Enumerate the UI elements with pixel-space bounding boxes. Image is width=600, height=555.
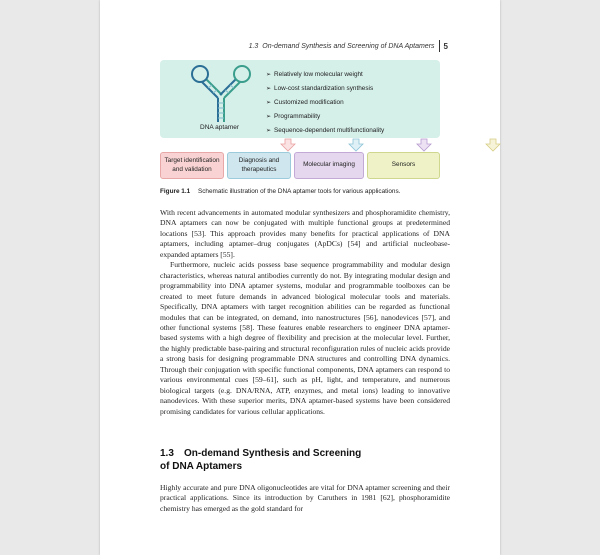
section-heading bbox=[160, 448, 450, 473]
section-body-text bbox=[160, 483, 450, 514]
down-arrow-icon bbox=[417, 139, 431, 151]
application-sensors: Sensors bbox=[367, 152, 440, 179]
paragraph: Highly accurate and pure DNA oligonucleotides are vital for DNA aptamer screening and their practical applications. Since its introduction by Caruthers in 1981 [62], phosphoramidite chemistry has emerged as the gold standard for bbox=[160, 483, 450, 513]
feature-item: ➢ Sequence-dependent multifunctionality bbox=[266, 124, 384, 138]
application-target-identification: Target identification and validation bbox=[160, 152, 224, 179]
running-head-section: 1.3 bbox=[248, 42, 259, 50]
section-title-line1: On-demand Synthesis and Screening bbox=[184, 448, 362, 459]
down-arrow-icon bbox=[281, 139, 295, 151]
arrow-row bbox=[260, 138, 550, 152]
section-number: 1.3 bbox=[160, 448, 174, 459]
body-text bbox=[160, 208, 450, 417]
running-head bbox=[249, 40, 448, 52]
figure-panel bbox=[160, 60, 440, 138]
dna-aptamer-icon bbox=[180, 62, 260, 128]
feature-item: ➢ Customized modification bbox=[266, 96, 384, 110]
feature-item: ➢ Programmability bbox=[266, 110, 384, 124]
running-head-divider bbox=[439, 40, 440, 52]
feature-item: ➢ Low-cost standardization synthesis bbox=[266, 82, 384, 96]
page-number: 5 bbox=[443, 41, 448, 51]
dna-aptamer-label: DNA aptamer bbox=[200, 124, 240, 131]
book-page bbox=[100, 0, 500, 555]
down-arrow-icon bbox=[349, 139, 363, 151]
feature-item: ➢ Relatively low molecular weight bbox=[266, 68, 384, 82]
running-head-title: On-demand Synthesis and Screening of DNA Aptamers bbox=[262, 42, 435, 50]
application-molecular-imaging: Molecular imaging bbox=[294, 152, 364, 179]
section-title-line2: of DNA Aptamers bbox=[160, 460, 243, 472]
down-arrow-icon bbox=[486, 139, 500, 151]
figure-caption-label: Figure 1.1 bbox=[160, 188, 191, 195]
figure-caption-text: Schematic illustration of the DNA aptamer tools for various applications. bbox=[197, 188, 401, 195]
figure-caption bbox=[160, 188, 450, 195]
paragraph: With recent advancements in automated modular synthesizers and phosphoramidite chemistry, DNA aptamers can now be conjugated with multiple functional groups at predetermined locations [53]. This approach provides many benefits for practical applications of DNA aptamers, including aptamer–drug conjugates (ApDCs) [54] and artificial nucleobase-expanded aptamers [55]. bbox=[160, 208, 450, 259]
paragraph: Furthermore, nucleic acids possess base sequence programmability and modular design characteristics, whereas natural antibodies currently do not. By integrating modular design and programmability into DNA aptamer systems, modular and programmable toolboxes can be created to meet future demands in advanced biological molecular tools and materials. Specifically, DNA aptamers with target recognition abilities can be regarded as functional modules that can be integrated, on demand, into nanostructures [56], nanodevices [57], and other functional systems [58]. These features enable researchers to engineer DNA aptamer-based systems with a high degree of flexibility and precision at the molecular level. Further, the highly predictable base-pairing and structural reconfiguration rules of nucleic acids provide a strong basis for designing programmable DNA structures and controlling DNA dynamics. Through their conjugation with specific functional components, DNA aptamers can respond to various environmental cues [59–61], such as pH, light, and temperature, and numerous biological targets (e.g. DNA/RNA, ATP, enzymes, and metal ions) leading to innovative nanodevices. With these superior merits, DNA aptamer-based systems have been considered promising candidates for various cellular applications. bbox=[160, 260, 450, 416]
application-diagnosis: Diagnosis and therapeutics bbox=[227, 152, 291, 179]
feature-list bbox=[266, 68, 384, 138]
